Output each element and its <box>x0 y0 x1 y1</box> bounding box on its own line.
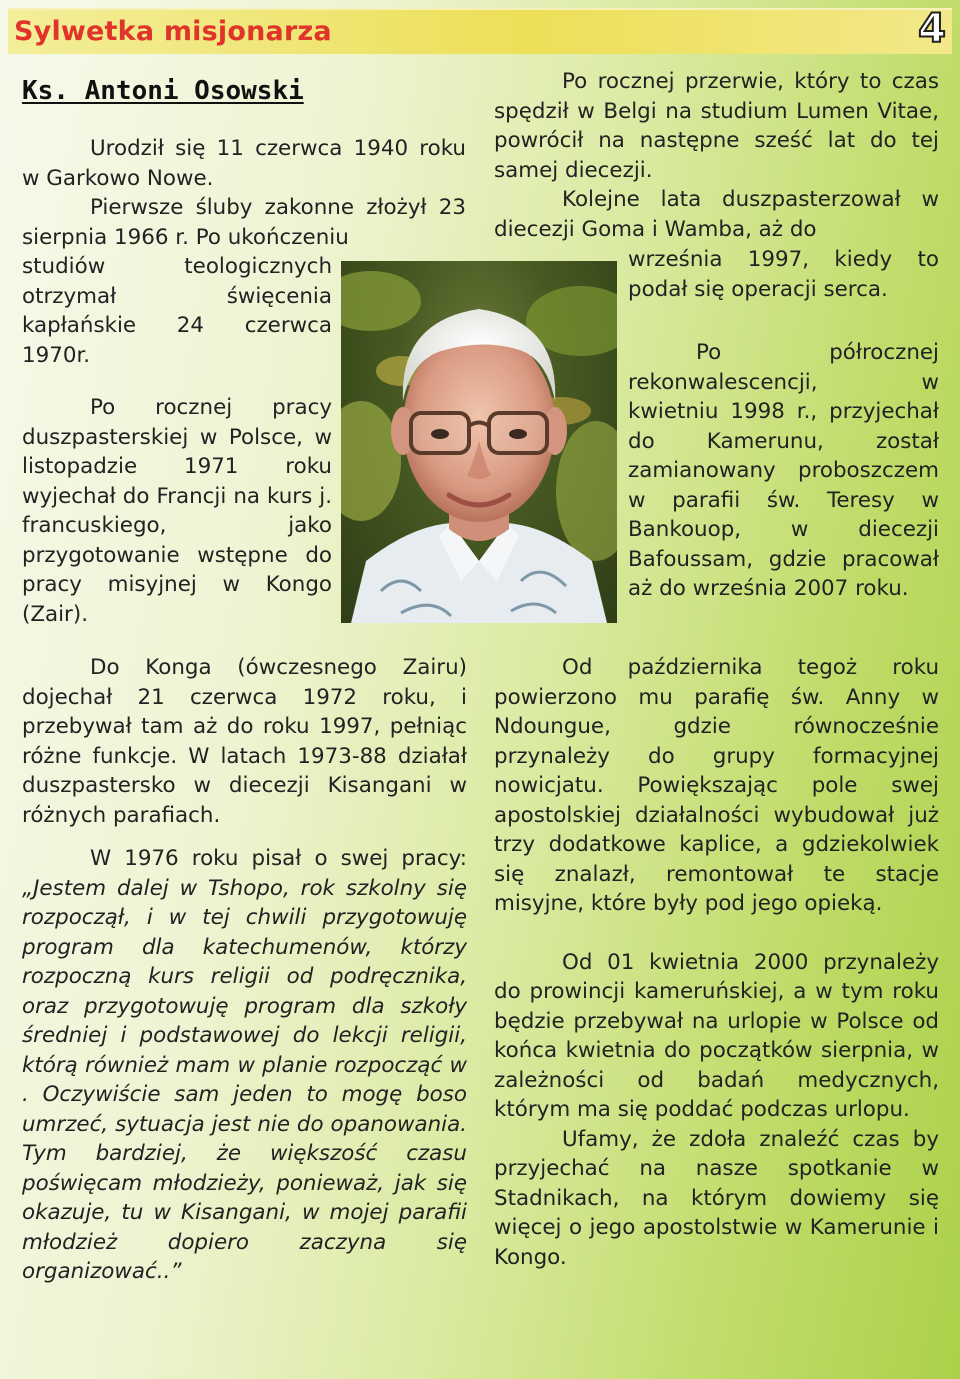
section-title: Sylwetka misjonarza <box>14 16 332 47</box>
paragraph-congo: Do Konga (ówczesnego Zairu) dojechał 21 czerwca 1972 roku, i przebywał tam aż do roku 1997, pełniąc różne funkcje. W latach 1973-88 działał duszpastersko w diecezji Kisangani w różnych parafiach. <box>22 655 467 828</box>
paragraph-france: Po rocznej pracy duszpasterskiej w Polsce, w listopadzie 1971 roku wyjechał do Francji na kurs j. francuskiego, jako przygotowanie wstępne do pracy misyjnej w Kongo (Zair). <box>22 395 332 627</box>
article-title: Ks. Antoni Osowski <box>22 76 304 106</box>
text-france <box>22 393 332 629</box>
paragraph-birth: Urodził się 11 czerwca 1940 roku w Garkowo Nowe. <box>22 136 466 191</box>
portrait-photo <box>341 261 617 623</box>
text-surgery <box>628 245 939 304</box>
text-birth <box>22 134 466 252</box>
paragraph-goma: Kolejne lata duszpasterzował w diecezji Goma i Wamba, aż do <box>494 187 939 242</box>
paragraph-vows: Pierwsze śluby zakonne złożył 23 sierpnia 1966 r. Po ukończeniu <box>22 195 466 250</box>
text-ordination <box>22 252 332 370</box>
quote-text: „Jestem dalej w Tshopo, rok szkolny się rozpoczął, i w tej chwili przygotowuję program dla katechumenów, którzy rozpoczną kurs religii od podręcznika, oraz przygotowuję program dla szkoły średniej i podstawowej do lekcji religii, którą również mam w planie rozpocząć w . Oczywiście sam jeden to mogę boso umrzeć, sytuacja jest nie do opanowania. Tym bardziej, że większość czasu poświęcam młodzieży, ponieważ, jak się okazuje, tu w Kisangani, w mojej parafii młodzież dopiero zaczyna się organizować..” <box>22 875 467 1284</box>
page-number: 4 <box>918 6 946 52</box>
paragraph-surgery: września 1997, kiedy to podał się operacji serca. <box>628 247 939 302</box>
text-cameroon <box>628 338 939 604</box>
paragraph-belgium: Po rocznej przerwie, który to czas spędził w Belgi na studium Lumen Vitae, powrócił na następne sześć lat do tej samej diecezji. <box>494 69 939 183</box>
paragraph-visit: Ufamy, że zdoła znaleźć czas by przyjechać na nasze spotkanie w Stadnikach, na którym dowiemy się więcej o jego apostolstwie w Kamerunie i Kongo. <box>494 1126 939 1270</box>
text-ndoungue <box>494 653 939 1272</box>
text-belgium <box>494 67 939 244</box>
text-congo <box>22 653 467 1287</box>
paragraph-province: Od 01 kwietnia 2000 przynależy do prowincji kameruńskiej, a w tym roku będzie przebywał na urlopie w Polsce od końca kwietnia do początków sierpnia, w zależności od badań medycznych, którym ma się poddać podczas urlopu. <box>494 949 939 1122</box>
portrait-illustration <box>341 261 617 623</box>
paragraph-quote <box>22 844 467 1287</box>
paragraph-ndoungue: Od października tegoż roku powierzono mu parafię św. Anny w Ndoungue, gdzie równocześnie przynależy do grupy formacyjnej nowicjatu. Powiększając pole swej apostolskiej działalności wybudował już trzy dodatkowe kaplice, a gdziekolwiek się znalazł, remontował te stacje misyjne, które były pod jego opieką. <box>494 655 939 916</box>
paragraph-ordination: studiów teologicznych otrzymał święcenia kapłańskie 24 czerwca 1970r. <box>22 254 332 368</box>
quote-intro: W 1976 roku pisał o swej pracy: <box>90 846 467 871</box>
paragraph-cameroon: Po półrocznej rekonwalescencji, w kwietniu 1998 r., przyjechał do Kamerunu, został zamianowany proboszczem w parafii św. Teresy w Bankouop, w diecezji Bafoussam, gdzie pracował aż do września 2007 roku. <box>628 340 939 601</box>
